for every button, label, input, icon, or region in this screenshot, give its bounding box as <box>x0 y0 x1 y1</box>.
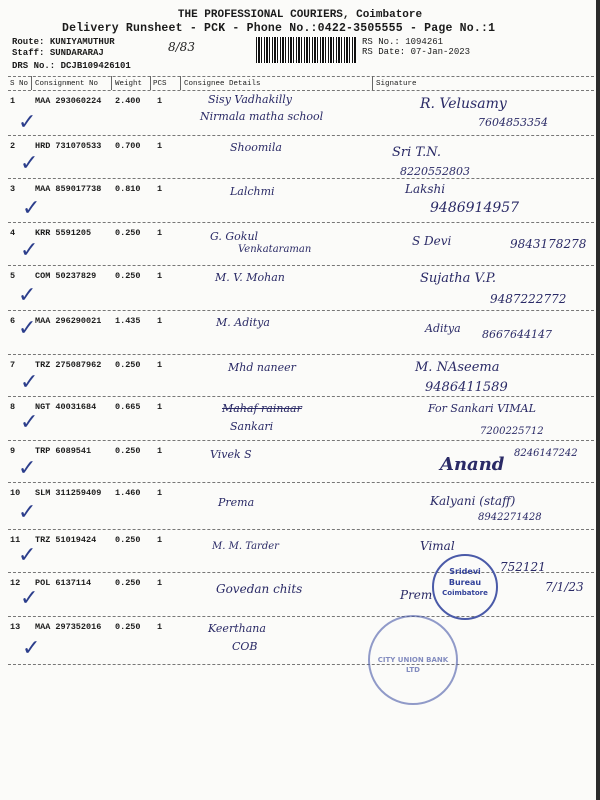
row-pcs: 1 <box>157 271 163 281</box>
signature: S Devi <box>412 234 452 248</box>
row-weight: 2.400 <box>115 96 141 106</box>
col-divider <box>111 76 112 90</box>
row-weight: 0.810 <box>115 184 141 194</box>
signature: M. NAseema <box>415 360 500 375</box>
route-value: KUNIYAMUTHUR <box>49 37 115 47</box>
row-weight: 1.460 <box>115 488 141 498</box>
signature-phone: 9486914957 <box>430 200 520 216</box>
table-row <box>0 310 600 354</box>
row-weight: 0.250 <box>115 271 141 281</box>
signature: Anand <box>440 454 505 475</box>
col-header-consignee: Consignee Details <box>184 80 261 88</box>
rs-no-label: RS No.: <box>362 37 400 47</box>
route-field <box>12 37 115 47</box>
signature: Prem <box>400 588 433 602</box>
row-sno: 7 <box>10 360 16 370</box>
rs-date-label: RS Date: <box>362 47 406 57</box>
check-mark-icon: ✓ <box>22 636 41 661</box>
consignee-name: M. V. Mohan <box>215 271 285 284</box>
row-pcs: 1 <box>157 184 163 194</box>
consignee-address: Venkataraman <box>238 244 312 255</box>
check-mark-icon: ✓ <box>20 586 39 611</box>
row-sno: 3 <box>10 184 16 194</box>
row-consignment: SLM 311259409 <box>35 488 102 498</box>
col-divider <box>31 76 32 90</box>
row-weight: 0.700 <box>115 141 141 151</box>
row-consignment: TRZ 275087962 <box>35 360 102 370</box>
signature: Sujatha V.P. <box>420 271 497 286</box>
signature: Aditya <box>425 322 461 335</box>
consignee-address: COB <box>232 640 258 653</box>
table-row <box>0 222 600 265</box>
check-mark-icon: ✓ <box>18 543 37 568</box>
staff-value: SUNDARARAJ <box>49 48 104 58</box>
row-sno: 2 <box>10 141 16 151</box>
check-mark-icon: ✓ <box>20 151 39 176</box>
signature: Sri T.N. <box>392 145 441 160</box>
row-sno: 8 <box>10 402 16 412</box>
rs-date-value: 07-Jan-2023 <box>410 47 471 57</box>
consignee-name: Vivek S <box>210 448 252 461</box>
consignee-address: Nirmala matha school <box>200 110 324 123</box>
signature: For Sankari VIMAL <box>428 402 536 415</box>
barcode <box>256 37 356 63</box>
stamp-line1: Sridevi <box>449 567 481 576</box>
row-pcs: 1 <box>157 96 163 106</box>
consignee-name: M. M. Tarder <box>212 541 279 552</box>
signature-phone: 8246147242 <box>514 448 578 459</box>
rs-date-field <box>362 47 470 57</box>
signature-phone: 8220552803 <box>400 165 470 178</box>
staff-field <box>12 48 104 58</box>
consignee-name: Mhd naneer <box>228 361 296 374</box>
table-top-border <box>8 76 594 77</box>
row-weight: 1.435 <box>115 316 141 326</box>
row-sno: 9 <box>10 446 16 456</box>
consignee-name: Prema <box>218 496 255 509</box>
check-mark-icon: ✓ <box>18 456 37 481</box>
route-label: Route: <box>12 37 45 47</box>
stamp-line2: Bureau <box>448 578 482 587</box>
signature: Lakshi <box>405 182 446 196</box>
rs-no-field <box>362 37 443 47</box>
row-pcs: 1 <box>157 578 163 588</box>
consignee-name: Sisy Vadhakilly <box>208 93 293 106</box>
stamp-line3: Coimbatore <box>442 589 488 597</box>
row-sno: 12 <box>10 578 21 588</box>
signature: Vimal <box>420 539 455 553</box>
consignee-name: Keerthana <box>208 622 266 635</box>
signature-phone: 9486411589 <box>425 380 508 395</box>
signature-phone: 9843178278 <box>510 237 587 251</box>
scan-edge <box>596 0 600 800</box>
stamp-date: 7/1/23 <box>545 580 584 594</box>
col-divider <box>180 76 181 90</box>
consignee-name: Mahaf rainaar <box>222 402 302 415</box>
check-mark-icon: ✓ <box>20 370 39 395</box>
consignee-name: Shoomila <box>230 141 282 154</box>
row-weight: 0.250 <box>115 622 141 632</box>
drs-field <box>12 61 131 71</box>
consignee-address: Sankari <box>230 420 274 433</box>
col-header-consignment: Consignment No <box>35 80 99 88</box>
row-pcs: 1 <box>157 446 163 456</box>
signature-phone: 7604853354 <box>478 116 548 129</box>
check-mark-icon: ✓ <box>18 316 37 341</box>
row-consignment: KRR 5591205 <box>35 228 92 238</box>
consignee-name: G. Gokul <box>210 230 259 243</box>
row-weight: 0.250 <box>115 228 141 238</box>
table-row <box>0 482 600 529</box>
row-consignment: NGT 40031684 <box>35 402 97 412</box>
bank-stamp <box>368 615 458 705</box>
signature-phone: 7200225712 <box>480 426 544 437</box>
row-sno: 5 <box>10 271 16 281</box>
row-pcs: 1 <box>157 488 163 498</box>
row-weight: 0.250 <box>115 446 141 456</box>
row-consignment: MAA 296290021 <box>35 316 102 326</box>
col-header-signature: Signature <box>376 80 417 88</box>
row-consignment: COM 50237829 <box>35 271 97 281</box>
signature-phone: 752121 <box>500 560 546 574</box>
table-row <box>0 440 600 482</box>
table-row <box>0 354 600 396</box>
col-header-sno: S No <box>10 80 29 88</box>
row-weight: 0.250 <box>115 360 141 370</box>
col-header-pcs: PCS <box>153 80 167 88</box>
check-mark-icon: ✓ <box>18 110 37 135</box>
row-consignment: MAA 859017738 <box>35 184 102 194</box>
row-sno: 11 <box>10 535 21 545</box>
check-mark-icon: ✓ <box>22 196 41 221</box>
row-consignment: MAA 297352016 <box>35 622 102 632</box>
row-pcs: 1 <box>157 141 163 151</box>
check-mark-icon: ✓ <box>20 238 39 263</box>
table-row <box>0 135 600 178</box>
row-consignment: POL 6137114 <box>35 578 92 588</box>
bank-stamp-text: CITY UNION BANK LTD <box>377 656 449 674</box>
row-consignment: TRP 6089541 <box>35 446 92 456</box>
row-sno: 6 <box>10 316 16 326</box>
courier-stamp <box>432 554 498 620</box>
signature: R. Velusamy <box>420 96 507 112</box>
row-pcs: 1 <box>157 316 163 326</box>
row-pcs: 1 <box>157 535 163 545</box>
signature-phone: 8942271428 <box>478 512 542 523</box>
row-consignment: HRD 731070533 <box>35 141 102 151</box>
table-row <box>0 396 600 440</box>
signature-phone: 9487222772 <box>490 292 567 306</box>
table-row <box>0 265 600 310</box>
table-row <box>0 90 600 135</box>
document-subtitle: Delivery Runsheet - PCK - Phone No.:0422-3505555 - Page No.:1 <box>62 22 496 35</box>
handwritten-count: 8/83 <box>168 40 195 54</box>
row-consignment: TRZ 51019424 <box>35 535 97 545</box>
row-divider <box>8 664 594 665</box>
row-sno: 1 <box>10 96 16 106</box>
signature: Kalyani (staff) <box>430 494 516 508</box>
row-pcs: 1 <box>157 360 163 370</box>
table-row <box>0 616 600 664</box>
drs-label: DRS No.: <box>12 61 56 71</box>
consignee-name: Govedan chits <box>216 582 303 596</box>
col-divider <box>372 76 373 90</box>
col-divider <box>150 76 151 90</box>
row-sno: 4 <box>10 228 16 238</box>
row-weight: 0.250 <box>115 578 141 588</box>
check-mark-icon: ✓ <box>18 500 37 525</box>
check-mark-icon: ✓ <box>18 283 37 308</box>
row-consignment: MAA 293060224 <box>35 96 102 106</box>
table-row <box>0 178 600 222</box>
consignee-name: Lalchmi <box>230 185 275 198</box>
drs-value: DCJB109426101 <box>60 61 131 71</box>
consignee-name: M. Aditya <box>216 316 270 329</box>
row-weight: 0.665 <box>115 402 141 412</box>
row-sno: 10 <box>10 488 21 498</box>
col-header-weight: Weight <box>115 80 143 88</box>
row-weight: 0.250 <box>115 535 141 545</box>
row-pcs: 1 <box>157 228 163 238</box>
signature-phone: 8667644147 <box>482 328 552 341</box>
rs-no-value: 1094261 <box>405 37 444 47</box>
document-title: THE PROFESSIONAL COURIERS, Coimbatore <box>177 9 423 21</box>
row-pcs: 1 <box>157 622 163 632</box>
check-mark-icon: ✓ <box>20 410 39 435</box>
row-pcs: 1 <box>157 402 163 412</box>
row-sno: 13 <box>10 622 21 632</box>
staff-label: Staff: <box>12 48 45 58</box>
